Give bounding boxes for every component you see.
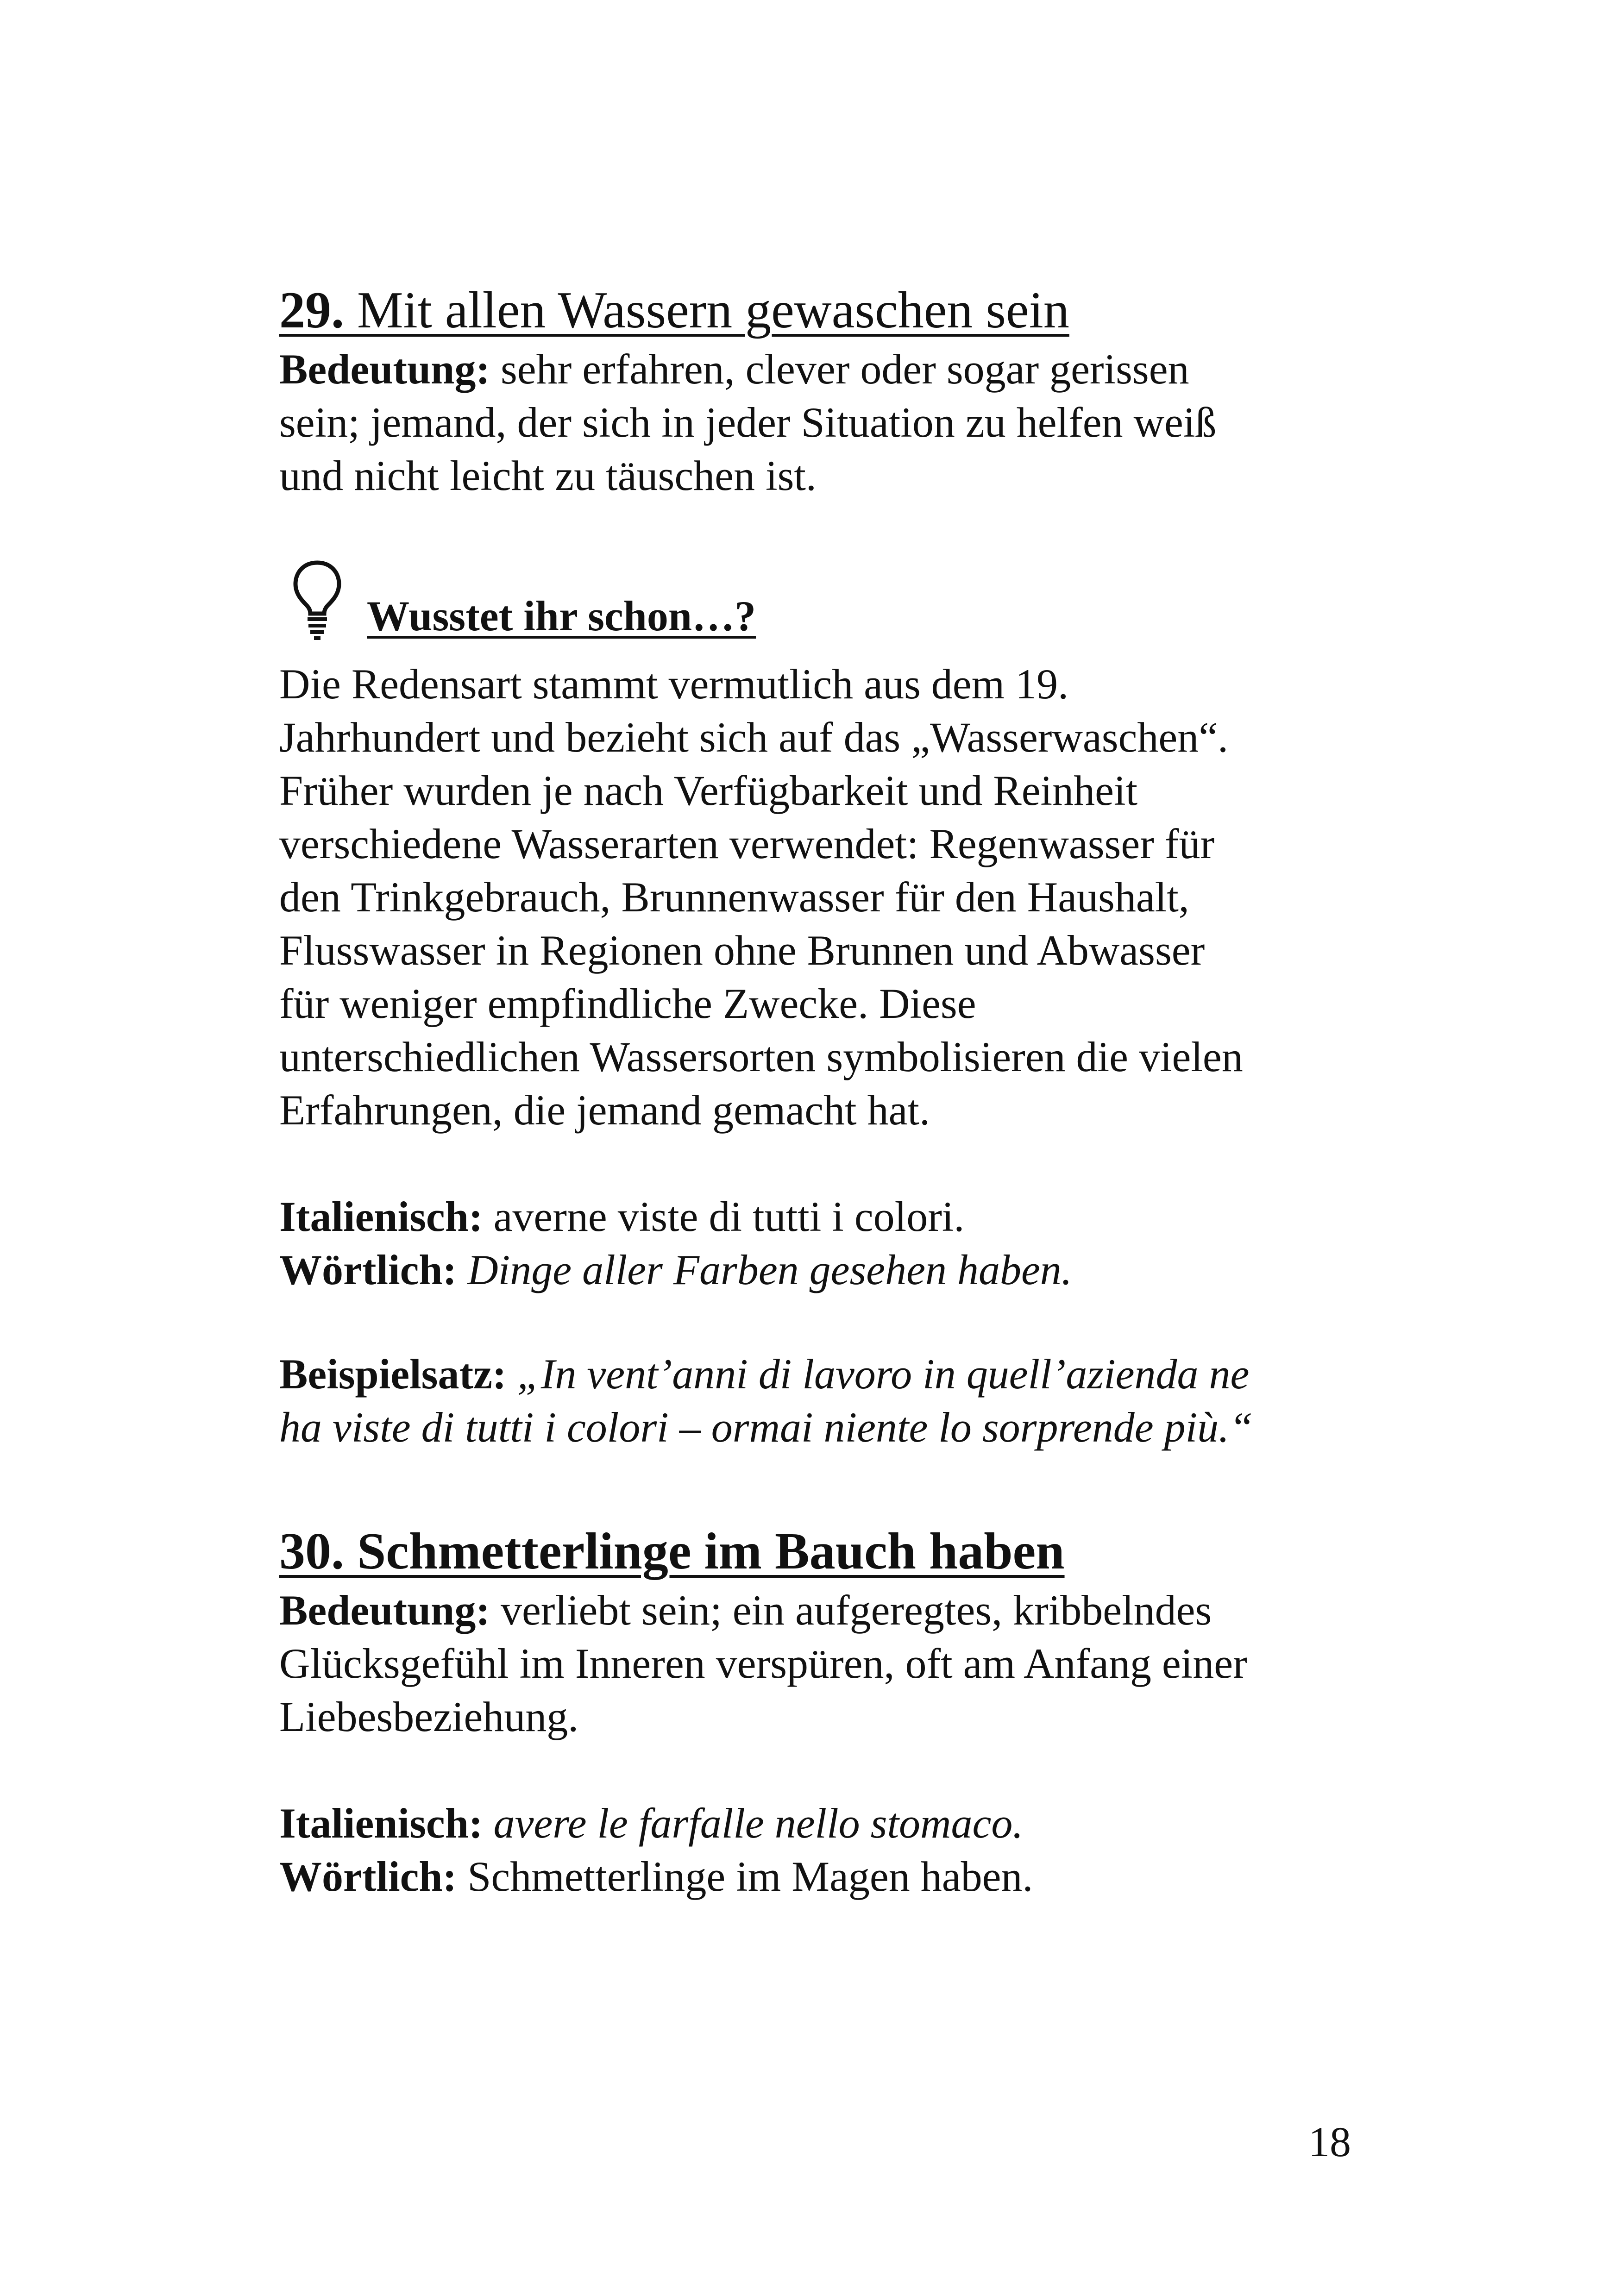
idiom-29-meaning-line: sein; jemand, der sich in jeder Situation zu helfen weiß <box>279 399 1217 446</box>
idiom-29-example <box>279 1348 1363 1454</box>
idiom-30-meaning-line: Glücksgefühl im Inneren verspüren, oft am Anfang einer <box>279 1640 1247 1687</box>
did-you-know-line: Flusswasser in Regionen ohne Brunnen und Abwasser <box>279 927 1205 974</box>
idiom-30-title: 30. Schmetterlinge im Bauch haben <box>279 1523 1065 1580</box>
idiom-30-literal-label: Wörtlich: <box>279 1853 457 1900</box>
idiom-29-example-line: „In vent’anni di lavoro in quell’azienda ne <box>506 1350 1250 1398</box>
lightbulb-icon <box>292 558 343 641</box>
did-you-know-line: verschiedene Wasserarten verwendet: Regenwasser für <box>279 820 1215 867</box>
did-you-know-header <box>292 558 894 641</box>
idiom-30-meaning-line: verliebt sein; ein aufgeregtes, kribbelndes <box>490 1587 1212 1634</box>
did-you-know-line: für weniger empfindliche Zwecke. Diese <box>279 980 976 1027</box>
idiom-29-italian-label: Italienisch: <box>279 1193 483 1240</box>
idiom-30-meaning <box>279 1584 1363 1744</box>
page-number: 18 <box>1308 2118 1351 2165</box>
idiom-29-example-label: Beispielsatz: <box>279 1350 507 1398</box>
idiom-29-number: 29. <box>279 282 344 339</box>
idiom-30-meaning-line: Liebesbeziehung. <box>279 1693 579 1740</box>
did-you-know-line: Jahrhundert und bezieht sich auf das „Wasserwaschen“. <box>279 714 1229 761</box>
did-you-know-heading: Wusstet ihr schon…? <box>367 592 756 640</box>
idiom-30-literal-text: Schmetterlinge im Magen haben. <box>457 1853 1033 1900</box>
did-you-know-line: Früher wurden je nach Verfügbarkeit und Reinheit <box>279 767 1138 814</box>
idiom-30-italian-text: avere le farfalle nello stomaco. <box>483 1800 1024 1847</box>
idiom-30-italian-label: Italienisch: <box>279 1800 483 1847</box>
idiom-29-meaning <box>279 343 1363 502</box>
idiom-29-italian-text: averne viste di tutti i colori. <box>483 1193 965 1240</box>
idiom-29-translation <box>279 1190 1363 1297</box>
idiom-29-meaning-line: sehr erfahren, clever oder sogar gerissen <box>490 345 1189 393</box>
idiom-29-meaning-line: und nicht leicht zu täuschen ist. <box>279 452 817 499</box>
did-you-know-line: den Trinkgebrauch, Brunnenwasser für den Haushalt, <box>279 873 1189 921</box>
idiom-29-example-line: ha viste di tutti i colori – ormai niente lo sorprende più.“ <box>279 1404 1253 1451</box>
idiom-29-title <box>279 282 1363 338</box>
did-you-know-line: Die Redensart stammt vermutlich aus dem 19. <box>279 660 1069 708</box>
idiom-29-title-text: Mit allen Wassern gewaschen sein <box>344 282 1069 339</box>
idiom-29-literal-text: Dinge aller Farben gesehen haben. <box>457 1246 1072 1293</box>
idiom-29-literal-label: Wörtlich: <box>279 1246 457 1293</box>
idiom-29-meaning-label: Bedeutung: <box>279 345 490 393</box>
did-you-know-line: unterschiedlichen Wassersorten symbolisieren die vielen <box>279 1033 1243 1080</box>
idiom-30-meaning-label: Bedeutung: <box>279 1587 490 1634</box>
did-you-know-text <box>279 658 1363 1137</box>
did-you-know-line: Erfahrungen, die jemand gemacht hat. <box>279 1086 930 1134</box>
idiom-30-translation <box>279 1797 1363 1903</box>
